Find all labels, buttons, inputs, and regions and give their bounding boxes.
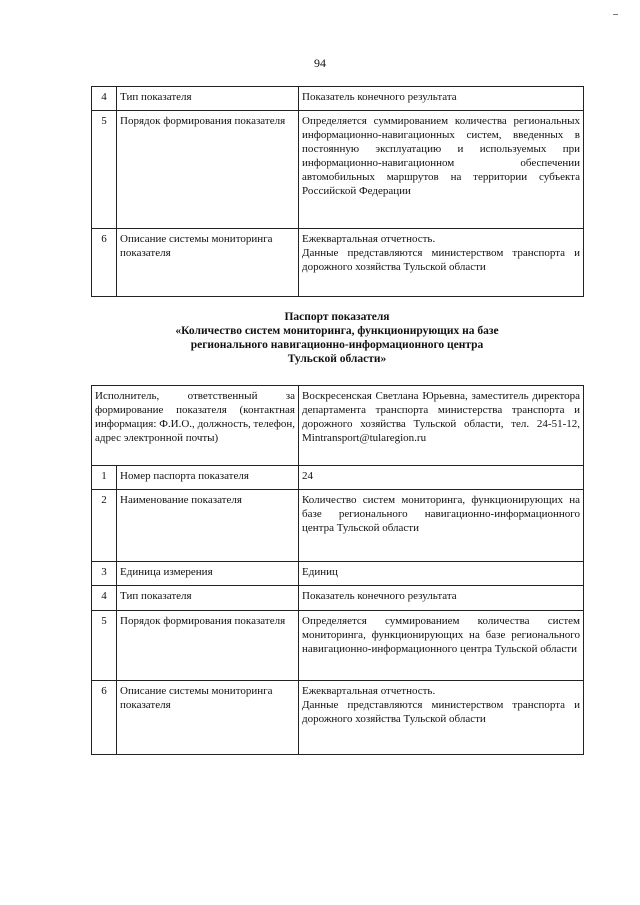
executor-row xyxy=(92,386,584,466)
passport-heading-line: Паспорт показателя xyxy=(284,311,390,323)
row-number: 4 xyxy=(92,87,117,111)
row-label: Номер паспорта показателя xyxy=(117,466,299,490)
row-label: Наименование показателя xyxy=(117,490,299,562)
table-row xyxy=(92,229,584,297)
table-row xyxy=(92,562,584,586)
row-label: Тип показателя xyxy=(117,87,299,111)
row-label: Порядок формирования показателя xyxy=(117,611,299,681)
executor-value: Воскресенская Светлана Юрьевна, заместитель директора департамента транспорта министерства транспорта и дорожного хозяйства Тульской области, тел. 24-51-12, Mintransport@tularegion.ru xyxy=(299,386,584,466)
row-value: Определяется суммированием количества региональных информационно-навигационных систем, введенных в постоянную эксплуатацию и используемых при информационно-навигационном обеспечении автомобильных маршрутов на территории субъекта Российской Федерации xyxy=(299,111,584,229)
page-number: 94 xyxy=(314,56,326,70)
row-value: Количество систем мониторинга, функционирующих на базе регионального навигационно-информационного центра Тульской области xyxy=(299,490,584,562)
table-row xyxy=(92,466,584,490)
passport-heading-line: Тульской области» xyxy=(287,353,387,365)
row-number: 1 xyxy=(92,466,117,490)
table-row xyxy=(92,611,584,681)
row-number: 4 xyxy=(92,586,117,611)
row-value: 24 xyxy=(299,466,584,490)
row-value-line: Данные представляются министерством транспорта и дорожного хозяйства Тульской области xyxy=(302,699,580,725)
passport-table xyxy=(91,385,584,755)
passport-heading-line: «Количество систем мониторинга, функционирующих на базе xyxy=(175,325,499,337)
row-value: Показатель конечного результата xyxy=(299,586,584,611)
row-number: 6 xyxy=(92,681,117,755)
row-value xyxy=(299,229,584,297)
row-label: Единица измерения xyxy=(117,562,299,586)
row-value-line: Данные представляются министерством транспорта и дорожного хозяйства Тульской области xyxy=(302,247,580,273)
row-value-line: Ежеквартальная отчетность. xyxy=(302,685,436,697)
row-label: Тип показателя xyxy=(117,586,299,611)
table-row xyxy=(92,490,584,562)
row-value-line: Ежеквартальная отчетность. xyxy=(302,233,436,245)
row-label: Описание системы мониторинга показателя xyxy=(117,681,299,755)
table-row xyxy=(92,586,584,611)
row-number: 6 xyxy=(92,229,117,297)
table-row xyxy=(92,87,584,111)
row-value: Показатель конечного результата xyxy=(299,87,584,111)
row-value xyxy=(299,681,584,755)
row-value: Определяется суммированием количества систем мониторинга, функционирующих на базе регионального навигационно-информационного центра Тульской области xyxy=(299,611,584,681)
row-number: 3 xyxy=(92,562,117,586)
table-row xyxy=(92,681,584,755)
row-label: Порядок формирования показателя xyxy=(117,111,299,229)
row-number: 2 xyxy=(92,490,117,562)
passport-heading xyxy=(91,310,583,366)
row-number: 5 xyxy=(92,111,117,229)
row-number: 5 xyxy=(92,611,117,681)
row-label: Описание системы мониторинга показателя xyxy=(117,229,299,297)
indicator-table-continued xyxy=(91,86,584,297)
passport-heading-line: регионального навигационно-информационного центра xyxy=(190,339,484,351)
table-row xyxy=(92,111,584,229)
row-value: Единиц xyxy=(299,562,584,586)
scan-mark xyxy=(613,14,618,15)
executor-label: Исполнитель, ответственный за формирование показателя (контактная информация: Ф.И.О., должность, телефон, адрес электронной почты) xyxy=(92,386,299,466)
